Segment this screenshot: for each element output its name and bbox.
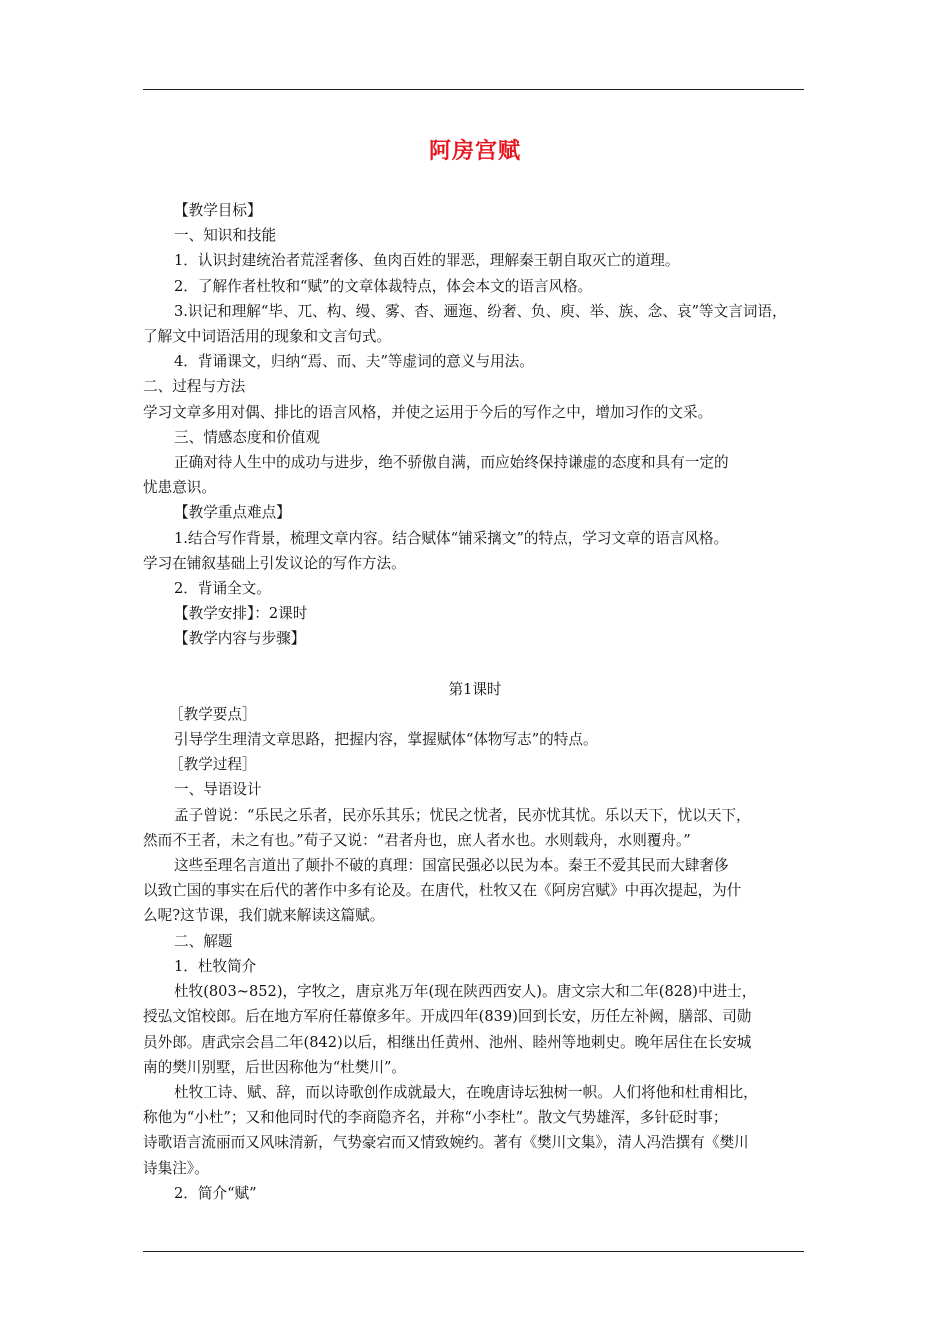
paragraph: 3.识记和理解“毕、兀、构、缦、雾、杳、逦迤、纷奢、负、庾、举、族、念、哀”等文言词语，: [174, 302, 787, 320]
paragraph: 诗歌语言流丽而又风味清新，气势豪宕而又情致婉约。著有《樊川文集》，清人冯浩撰有《樊川: [143, 1134, 749, 1152]
section-heading: 【教学内容与步骤】: [174, 630, 306, 648]
paragraph: 1．认识封建统治者荒淫奢侈、鱼肉百姓的罪恶，理解秦王朝自取灭亡的道理。: [174, 252, 680, 270]
paragraph: 诗集注》。: [143, 1159, 209, 1177]
subsection-heading: ［教学过程］: [169, 756, 257, 774]
section-heading: 【教学重点难点】: [174, 504, 291, 522]
paragraph: 4．背诵课文，归纳“焉、而、夫”等虚词的意义与用法。: [174, 353, 534, 371]
subsection-heading: 三、情感态度和价值观: [174, 428, 320, 446]
section-heading: 【教学目标】: [174, 202, 262, 219]
subsection-heading: 一、知识和技能: [174, 227, 277, 245]
footer-rule: [143, 1251, 804, 1252]
paragraph: 了解文中词语活用的现象和文言句式。: [143, 328, 392, 346]
subsection-heading: 一、导语设计: [174, 781, 262, 799]
header-rule: [143, 89, 804, 90]
subsection-heading: 二、解题: [174, 932, 233, 950]
paragraph: 么呢?这节课，我们就来解读这篇赋。: [143, 907, 385, 925]
paragraph: 然而不王者，未之有也。”荀子又说：“君者舟也，庶人者水也。水则载舟，水则覆舟。”: [143, 831, 691, 849]
paragraph: 员外郎。唐武宗会昌二年(842)以后，相继出任黄州、池州、睦州等地刺史。晚年居住在长安城: [143, 1033, 752, 1051]
paragraph: 2．背诵全文。: [174, 580, 271, 598]
paragraph: 以致亡国的事实在后代的著作中多有论及。在唐代，杜牧又在《阿房宫赋》中再次提起，为什: [143, 882, 742, 900]
subsection-heading: 1．杜牧简介: [174, 957, 257, 975]
subsection-heading: 2．简介“赋”: [174, 1184, 257, 1202]
paragraph: 杜牧(803~852)，字牧之，唐京兆万年(现在陕西西安人)。唐文宗大和二年(828)中进士，: [174, 983, 757, 1001]
paragraph: 引导学生理清文章思路，把握内容，掌握赋体“体物写志”的特点。: [174, 731, 598, 749]
paragraph: 1.结合写作背景，梳理文章内容。结合赋体“铺采摛文”的特点，学习文章的语言风格。: [174, 529, 729, 547]
section-heading: 【教学安排】：2课时: [174, 605, 308, 623]
document-body: [143, 198, 807, 1206]
subsection-heading: ［教学要点］: [169, 705, 257, 723]
paragraph: 南的樊川别墅，后世因称他为“杜樊川”。: [143, 1058, 407, 1076]
document-title: 阿房宫赋: [428, 139, 521, 164]
paragraph: 孟子曾说：“乐民之乐者，民亦乐其乐；忧民之忧者，民亦忧其忧。乐以天下，忧以天下，: [174, 806, 751, 824]
paragraph: 学习文章多用对偶、排比的语言风格，并使之运用于今后的写作之中，增加习作的文采。: [143, 403, 713, 421]
paragraph: 授弘文馆校郎。后在地方军府任幕僚多年。开成四年(839)回到长安，历任左补阙，膳部、司勋: [143, 1008, 752, 1026]
paragraph: 忧患意识。: [143, 479, 216, 497]
paragraph: 这些至理名言道出了颠扑不破的真理：国富民强必以民为本。秦王不爱其民而大肆奢侈: [174, 857, 729, 875]
paragraph: 学习在铺叙基础上引发议论的写作方法。: [143, 554, 406, 572]
paragraph: 杜牧工诗、赋、辞，而以诗歌创作成就最大，在晚唐诗坛独树一帜。人们将他和杜甫相比，: [174, 1083, 758, 1101]
lesson-heading: 第1课时: [448, 680, 502, 698]
paragraph: 正确对待人生中的成功与进步，绝不骄傲自满，而应始终保持谦虚的态度和具有一定的: [174, 454, 729, 472]
paragraph: 2．了解作者杜牧和“赋”的文章体裁特点，体会本文的语言风格。: [174, 277, 593, 295]
paragraph: 称他为“小杜”；又和他同时代的李商隐齐名，并称“小李杜”。散文气势雄浑，多针砭时事；: [143, 1109, 728, 1127]
subsection-heading: 二、过程与方法: [143, 378, 246, 396]
